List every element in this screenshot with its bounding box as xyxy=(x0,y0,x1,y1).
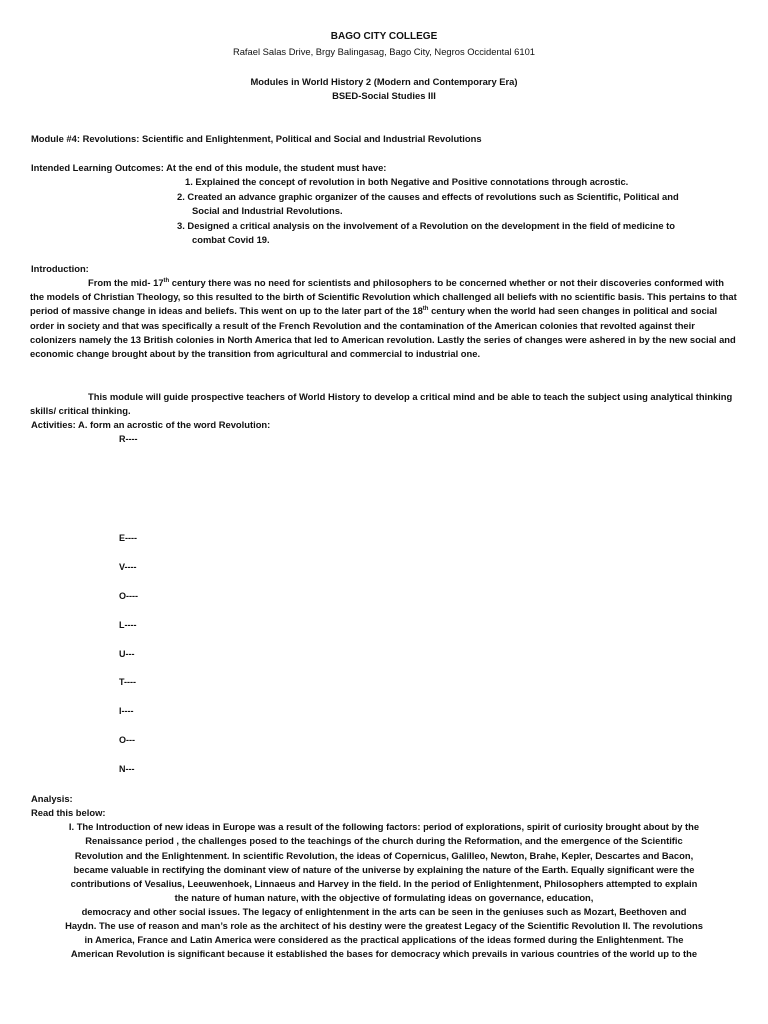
analysis-line-8: Haydn. The use of reason and man’s role as the architect of his destiny were the greatest Legacy of the Scientific Revolution II. The revolutions xyxy=(65,920,703,931)
analysis-subheading: Read this below: xyxy=(31,807,106,818)
analysis-line-9: in America, France and Latin America were considered as the practical applications of the ideas formed during the Enlightenment. The xyxy=(84,934,684,945)
acrostic-letter-u: U--- xyxy=(119,649,135,659)
introduction-paragraph-2: This module will guide prospective teachers of World History to develop a critical mind and be able to teach the subject using analytical thinking skills/ critical thinking. xyxy=(30,391,733,417)
acrostic-letter-o2: O--- xyxy=(119,735,135,745)
acrostic-letter-o: O---- xyxy=(119,591,138,601)
outcome-item-3: 3. Designed a critical analysis on the involvement of a Revolution on the development in the field of medicine to xyxy=(177,220,676,231)
introduction-paragraph-1: From the mid- 17th century there was no need for scientists and philosophers to be concerned whether or not their discoveries conformed with the models of Christian Theology, so this resulted to the birth of Scientific Revolution which challenged all beliefs with no scientific basis. This pertains to that period of massive change in ideas and beliefs. This went on up to the later part of the 18th century when the world had seen changes in political and social order in society and that was specifically a result of the French Revolution and the contamination of the American colonies that revolted against their colonizers namely the 13 British colonies in North America that led to American revolution. Lastly the series of changes were ashered in by the new social and economic change brought about by the transition from agricultural and commercial to industrial one. xyxy=(30,277,737,360)
activities-heading: Activities: A. form an acrostic of the word Revolution: xyxy=(31,419,271,430)
outcomes-intro: Intended Learning Outcomes: At the end of this module, the student must have: xyxy=(31,162,387,173)
college-address: Rafael Salas Drive, Brgy Balingasag, Bago City, Negros Occidental 6101 xyxy=(232,46,536,57)
analysis-line-5: contributions of Vesalius, Leeuwenhoek, Linnaeus and Harvey in the field. In the period of Enlightenment, Philosophers attempted to explain xyxy=(70,878,698,889)
analysis-line-7: democracy and other social issues. The legacy of enlightenment in the arts can be seen in the geniuses such as Mozart, Beethoven and xyxy=(81,906,687,917)
acrostic-letter-r: R---- xyxy=(119,434,138,444)
outcome-item-1: 1. Explained the concept of revolution in both Negative and Positive connotations through acrostic. xyxy=(185,176,629,187)
introduction-heading: Introduction: xyxy=(31,263,89,274)
analysis-line-4: became valuable in rectifying the dominant view of nature of the universe by explaining the nature of the Earth. Equally significant were the xyxy=(73,864,695,875)
analysis-line-6: the nature of human nature, with the objective of formulating ideas on governance, education, xyxy=(174,892,594,903)
analysis-heading: Analysis: xyxy=(31,793,73,804)
course-title: Modules in World History 2 (Modern and Contemporary Era) xyxy=(250,76,518,87)
analysis-line-2: Renaissance period , the challenges posed to the teachings of the church during the Reformation, and the emergence of the Scientific xyxy=(85,835,683,846)
analysis-line-1: I. The Introduction of new ideas in Europe was a result of the following factors: period of explorations, spirit of curiosity brought about by the xyxy=(68,821,700,832)
analysis-line-10: American Revolution is significant because it established the bases for democracy which prevails in various countries of the world up to the xyxy=(70,948,698,959)
acrostic-letter-v: V---- xyxy=(119,562,137,572)
acrostic-letter-i: I---- xyxy=(119,706,134,716)
program-name: BSED-Social Studies III xyxy=(332,90,436,101)
outcome-item-3-cont: combat Covid 19. xyxy=(192,234,270,245)
analysis-line-3: Revolution and the Enlightenment. In scientific Revolution, the ideas of Copernicus, Galilleo, Newton, Brahe, Kepler, Descartes and Bacon, xyxy=(74,850,694,861)
acrostic-letter-n: N--- xyxy=(119,764,135,774)
acrostic-letter-e: E---- xyxy=(119,533,137,543)
acrostic-letter-t: T---- xyxy=(119,677,136,687)
module-title: Module #4: Revolutions: Scientific and Enlightenment, Political and Social and Industrial Revolutions xyxy=(31,133,482,144)
acrostic-letter-l: L---- xyxy=(119,620,137,630)
outcome-item-2: 2. Created an advance graphic organizer of the causes and effects of revolutions such as Scientific, Political and xyxy=(177,191,679,202)
outcome-item-2-cont: Social and Industrial Revolutions. xyxy=(192,205,343,216)
college-name: BAGO CITY COLLEGE xyxy=(330,31,438,42)
